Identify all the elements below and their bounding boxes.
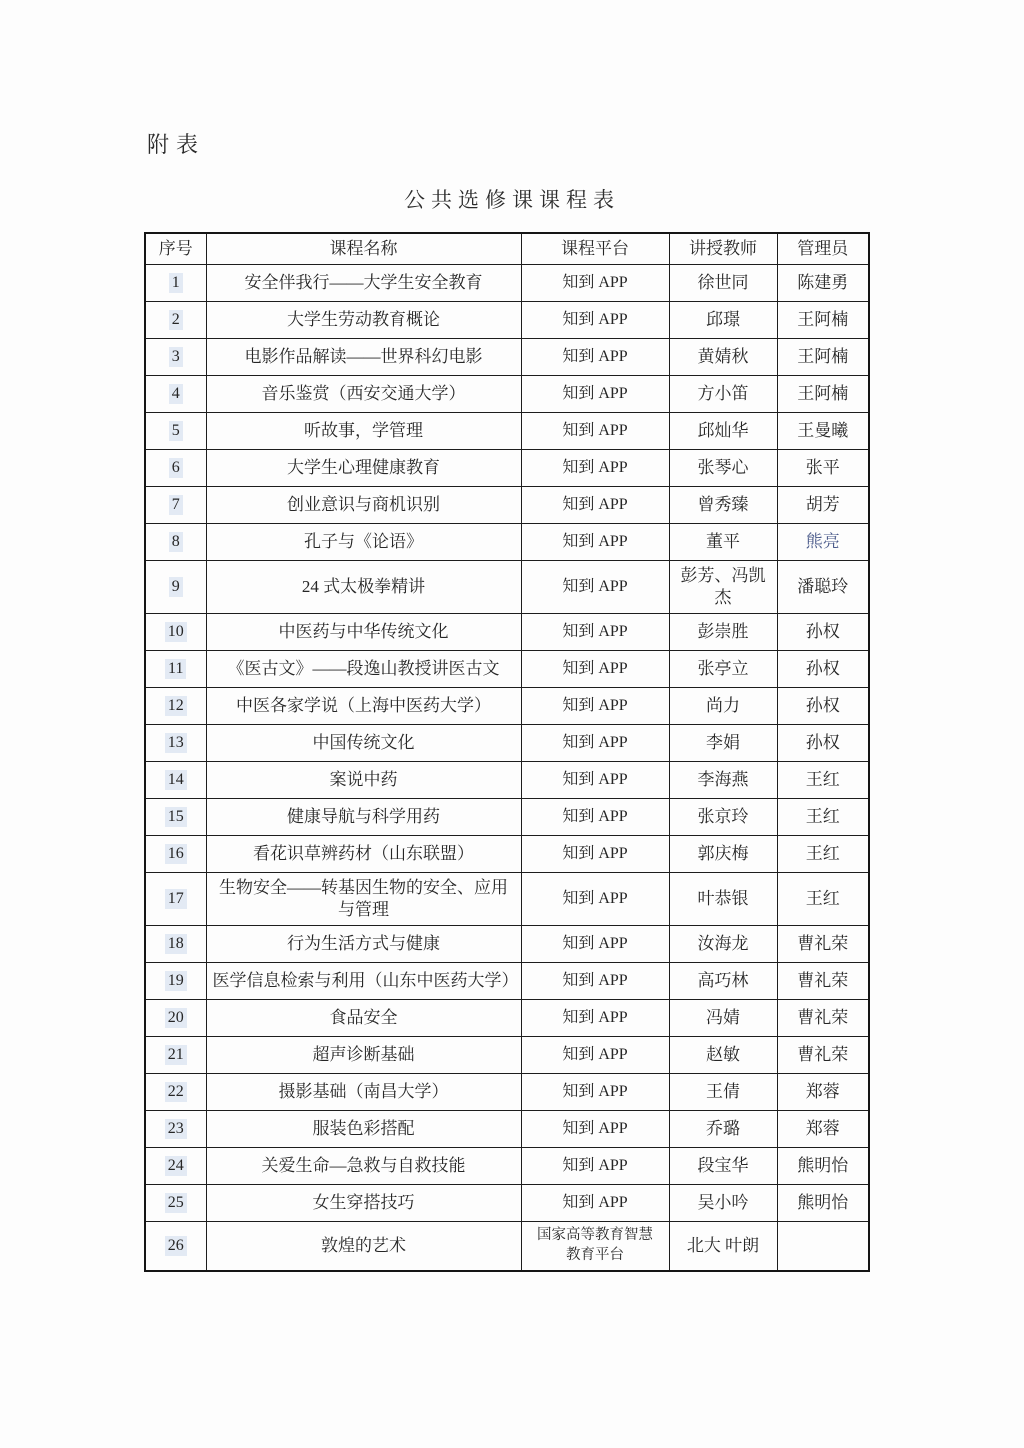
row-number-cell bbox=[145, 873, 206, 926]
table-row bbox=[145, 413, 869, 450]
admin-cell: 曹礼荣 bbox=[777, 926, 869, 963]
row-number: 22 bbox=[165, 1082, 187, 1102]
header-cell-course: 课程名称 bbox=[206, 233, 521, 265]
row-number: 12 bbox=[165, 696, 187, 716]
row-number-cell bbox=[145, 926, 206, 963]
course-name-cell: 中医各家学说（上海中医药大学） bbox=[206, 688, 521, 725]
table-row bbox=[145, 524, 869, 561]
platform-cell: 知到 APP bbox=[521, 799, 669, 836]
row-number-cell bbox=[145, 450, 206, 487]
course-name-cell: 医学信息检索与利用（山东中医药大学） bbox=[206, 963, 521, 1000]
course-name-cell: 大学生劳动教育概论 bbox=[206, 302, 521, 339]
row-number-cell bbox=[145, 1111, 206, 1148]
admin-cell: 陈建勇 bbox=[777, 265, 869, 302]
admin-cell: 王阿楠 bbox=[777, 302, 869, 339]
row-number: 8 bbox=[169, 532, 183, 552]
table-row bbox=[145, 873, 869, 926]
table-row bbox=[145, 1000, 869, 1037]
platform-cell: 知到 APP bbox=[521, 339, 669, 376]
teacher-cell: 尚力 bbox=[669, 688, 777, 725]
header-cell-teacher: 讲授教师 bbox=[669, 233, 777, 265]
teacher-cell: 邱璟 bbox=[669, 302, 777, 339]
platform-cell: 知到 APP bbox=[521, 688, 669, 725]
row-number: 4 bbox=[169, 384, 183, 404]
admin-cell: 曹礼荣 bbox=[777, 963, 869, 1000]
row-number-cell bbox=[145, 1222, 206, 1271]
row-number: 14 bbox=[165, 770, 187, 790]
admin-cell: 孙权 bbox=[777, 651, 869, 688]
teacher-cell: 汝海龙 bbox=[669, 926, 777, 963]
table-row bbox=[145, 561, 869, 614]
platform-cell: 知到 APP bbox=[521, 1074, 669, 1111]
row-number-cell bbox=[145, 651, 206, 688]
teacher-cell: 张亭立 bbox=[669, 651, 777, 688]
platform-cell: 知到 APP bbox=[521, 450, 669, 487]
course-name-cell: 行为生活方式与健康 bbox=[206, 926, 521, 963]
teacher-cell: 董平 bbox=[669, 524, 777, 561]
course-name-cell: 服装色彩搭配 bbox=[206, 1111, 521, 1148]
platform-cell: 知到 APP bbox=[521, 1185, 669, 1222]
row-number-cell bbox=[145, 1037, 206, 1074]
teacher-cell: 叶恭银 bbox=[669, 873, 777, 926]
row-number-cell bbox=[145, 725, 206, 762]
admin-cell: 王红 bbox=[777, 873, 869, 926]
row-number-cell bbox=[145, 376, 206, 413]
course-name-cell: 孔子与《论语》 bbox=[206, 524, 521, 561]
course-name-cell: 大学生心理健康教育 bbox=[206, 450, 521, 487]
row-number: 13 bbox=[165, 733, 187, 753]
row-number-cell bbox=[145, 688, 206, 725]
admin-cell: 王阿楠 bbox=[777, 376, 869, 413]
teacher-cell: 李娟 bbox=[669, 725, 777, 762]
admin-cell: 胡芳 bbox=[777, 487, 869, 524]
admin-cell: 孙权 bbox=[777, 725, 869, 762]
admin-cell: 潘聪玲 bbox=[777, 561, 869, 614]
platform-cell: 知到 APP bbox=[521, 302, 669, 339]
table-row bbox=[145, 651, 869, 688]
platform-cell: 知到 APP bbox=[521, 487, 669, 524]
platform-cell: 知到 APP bbox=[521, 651, 669, 688]
teacher-cell: 高巧林 bbox=[669, 963, 777, 1000]
row-number: 16 bbox=[165, 844, 187, 864]
admin-cell: 曹礼荣 bbox=[777, 1000, 869, 1037]
header-cell-number: 序号 bbox=[145, 233, 206, 265]
row-number: 3 bbox=[169, 347, 183, 367]
row-number-cell bbox=[145, 1074, 206, 1111]
platform-cell: 知到 APP bbox=[521, 836, 669, 873]
row-number-cell bbox=[145, 614, 206, 651]
admin-cell: 王红 bbox=[777, 762, 869, 799]
row-number-cell bbox=[145, 762, 206, 799]
course-name-cell: 看花识草辨药材（山东联盟） bbox=[206, 836, 521, 873]
teacher-cell: 邱灿华 bbox=[669, 413, 777, 450]
admin-cell: 熊明怡 bbox=[777, 1148, 869, 1185]
table-row bbox=[145, 487, 869, 524]
course-name-cell: 《医古文》——段逸山教授讲医古文 bbox=[206, 651, 521, 688]
teacher-cell: 乔璐 bbox=[669, 1111, 777, 1148]
platform-cell: 知到 APP bbox=[521, 561, 669, 614]
row-number-cell bbox=[145, 487, 206, 524]
teacher-cell: 郭庆梅 bbox=[669, 836, 777, 873]
row-number: 11 bbox=[165, 659, 186, 679]
course-name-cell: 敦煌的艺术 bbox=[206, 1222, 521, 1271]
row-number: 19 bbox=[165, 971, 187, 991]
course-name-cell: 创业意识与商机识别 bbox=[206, 487, 521, 524]
table-title: 公共选修课课程表 bbox=[404, 188, 620, 212]
row-number: 6 bbox=[169, 458, 183, 478]
admin-cell: 郑蓉 bbox=[777, 1074, 869, 1111]
platform-cell: 知到 APP bbox=[521, 1111, 669, 1148]
teacher-cell: 黄婧秋 bbox=[669, 339, 777, 376]
platform-cell: 知到 APP bbox=[521, 725, 669, 762]
table-row bbox=[145, 614, 869, 651]
platform-cell: 知到 APP bbox=[521, 1148, 669, 1185]
table-row bbox=[145, 963, 869, 1000]
table-row bbox=[145, 926, 869, 963]
row-number: 18 bbox=[165, 934, 187, 954]
row-number-cell bbox=[145, 799, 206, 836]
row-number-cell bbox=[145, 836, 206, 873]
row-number-cell bbox=[145, 265, 206, 302]
table-row bbox=[145, 376, 869, 413]
teacher-cell: 曾秀臻 bbox=[669, 487, 777, 524]
row-number-cell bbox=[145, 1000, 206, 1037]
teacher-cell: 冯婧 bbox=[669, 1000, 777, 1037]
header-cell-admin: 管理员 bbox=[777, 233, 869, 265]
admin-cell: 熊亮 bbox=[777, 524, 869, 561]
table-row bbox=[145, 1074, 869, 1111]
course-name-cell: 中医药与中华传统文化 bbox=[206, 614, 521, 651]
table-row bbox=[145, 1111, 869, 1148]
course-name-cell: 24 式太极拳精讲 bbox=[206, 561, 521, 614]
course-name-cell: 关爱生命—急救与自救技能 bbox=[206, 1148, 521, 1185]
admin-cell: 曹礼荣 bbox=[777, 1037, 869, 1074]
teacher-cell: 王倩 bbox=[669, 1074, 777, 1111]
table-row bbox=[145, 450, 869, 487]
table-row bbox=[145, 836, 869, 873]
table-row bbox=[145, 1148, 869, 1185]
table-row bbox=[145, 1222, 869, 1271]
platform-cell: 知到 APP bbox=[521, 413, 669, 450]
appendix-label: 附表 bbox=[147, 132, 206, 157]
table-row bbox=[145, 688, 869, 725]
course-name-cell: 健康导航与科学用药 bbox=[206, 799, 521, 836]
admin-cell: 熊明怡 bbox=[777, 1185, 869, 1222]
course-name-cell: 摄影基础（南昌大学） bbox=[206, 1074, 521, 1111]
admin-cell: 孙权 bbox=[777, 614, 869, 651]
platform-cell: 知到 APP bbox=[521, 963, 669, 1000]
teacher-cell: 徐世同 bbox=[669, 265, 777, 302]
platform-cell: 知到 APP bbox=[521, 524, 669, 561]
row-number-cell bbox=[145, 963, 206, 1000]
platform-cell: 知到 APP bbox=[521, 376, 669, 413]
course-name-cell: 安全伴我行——大学生安全教育 bbox=[206, 265, 521, 302]
table-row bbox=[145, 339, 869, 376]
teacher-cell: 张琴心 bbox=[669, 450, 777, 487]
teacher-cell: 北大 叶朗 bbox=[669, 1222, 777, 1271]
course-name-cell: 超声诊断基础 bbox=[206, 1037, 521, 1074]
table-row bbox=[145, 302, 869, 339]
platform-cell: 国家高等教育智慧教育平台 bbox=[521, 1222, 669, 1271]
table-row bbox=[145, 265, 869, 302]
admin-cell: 张平 bbox=[777, 450, 869, 487]
admin-cell: 王红 bbox=[777, 799, 869, 836]
row-number-cell bbox=[145, 302, 206, 339]
table-row bbox=[145, 799, 869, 836]
platform-cell: 知到 APP bbox=[521, 926, 669, 963]
platform-cell: 知到 APP bbox=[521, 873, 669, 926]
row-number: 25 bbox=[165, 1193, 187, 1213]
row-number: 15 bbox=[165, 807, 187, 827]
row-number-cell bbox=[145, 561, 206, 614]
row-number: 1 bbox=[169, 273, 183, 293]
admin-cell: 郑蓉 bbox=[777, 1111, 869, 1148]
admin-cell bbox=[777, 1222, 869, 1271]
course-table bbox=[144, 232, 870, 1272]
course-name-cell: 案说中药 bbox=[206, 762, 521, 799]
teacher-cell: 张京玲 bbox=[669, 799, 777, 836]
platform-cell: 知到 APP bbox=[521, 762, 669, 799]
platform-cell: 知到 APP bbox=[521, 265, 669, 302]
teacher-cell: 段宝华 bbox=[669, 1148, 777, 1185]
row-number: 23 bbox=[165, 1119, 187, 1139]
row-number-cell bbox=[145, 1185, 206, 1222]
row-number-cell bbox=[145, 339, 206, 376]
teacher-cell: 彭芳、冯凯杰 bbox=[669, 561, 777, 614]
teacher-cell: 吴小吟 bbox=[669, 1185, 777, 1222]
course-name-cell: 电影作品解读——世界科幻电影 bbox=[206, 339, 521, 376]
platform-cell: 知到 APP bbox=[521, 1000, 669, 1037]
teacher-cell: 李海燕 bbox=[669, 762, 777, 799]
platform-cell: 知到 APP bbox=[521, 1037, 669, 1074]
course-name-cell: 音乐鉴赏（西安交通大学） bbox=[206, 376, 521, 413]
course-name-cell: 听故事，学管理 bbox=[206, 413, 521, 450]
admin-cell: 孙权 bbox=[777, 688, 869, 725]
row-number: 5 bbox=[169, 421, 183, 441]
platform-cell: 知到 APP bbox=[521, 614, 669, 651]
table-row bbox=[145, 1185, 869, 1222]
table-row bbox=[145, 725, 869, 762]
admin-cell: 王红 bbox=[777, 836, 869, 873]
row-number: 10 bbox=[165, 622, 187, 642]
row-number: 21 bbox=[165, 1045, 187, 1065]
course-name-cell: 生物安全——转基因生物的安全、应用与管理 bbox=[206, 873, 521, 926]
row-number: 26 bbox=[165, 1236, 187, 1256]
course-name-cell: 中国传统文化 bbox=[206, 725, 521, 762]
table-row bbox=[145, 1037, 869, 1074]
row-number: 17 bbox=[165, 889, 187, 909]
admin-cell: 王阿楠 bbox=[777, 339, 869, 376]
row-number-cell bbox=[145, 413, 206, 450]
course-name-cell: 女生穿搭技巧 bbox=[206, 1185, 521, 1222]
header-row bbox=[145, 233, 869, 265]
admin-cell: 王曼曦 bbox=[777, 413, 869, 450]
row-number: 9 bbox=[169, 577, 183, 597]
row-number: 2 bbox=[169, 310, 183, 330]
row-number-cell bbox=[145, 1148, 206, 1185]
teacher-cell: 彭崇胜 bbox=[669, 614, 777, 651]
table-row bbox=[145, 762, 869, 799]
header-cell-platform: 课程平台 bbox=[521, 233, 669, 265]
teacher-cell: 赵敏 bbox=[669, 1037, 777, 1074]
teacher-cell: 方小笛 bbox=[669, 376, 777, 413]
row-number: 7 bbox=[169, 495, 183, 515]
row-number: 24 bbox=[165, 1156, 187, 1176]
course-name-cell: 食品安全 bbox=[206, 1000, 521, 1037]
row-number: 20 bbox=[165, 1008, 187, 1028]
row-number-cell bbox=[145, 524, 206, 561]
